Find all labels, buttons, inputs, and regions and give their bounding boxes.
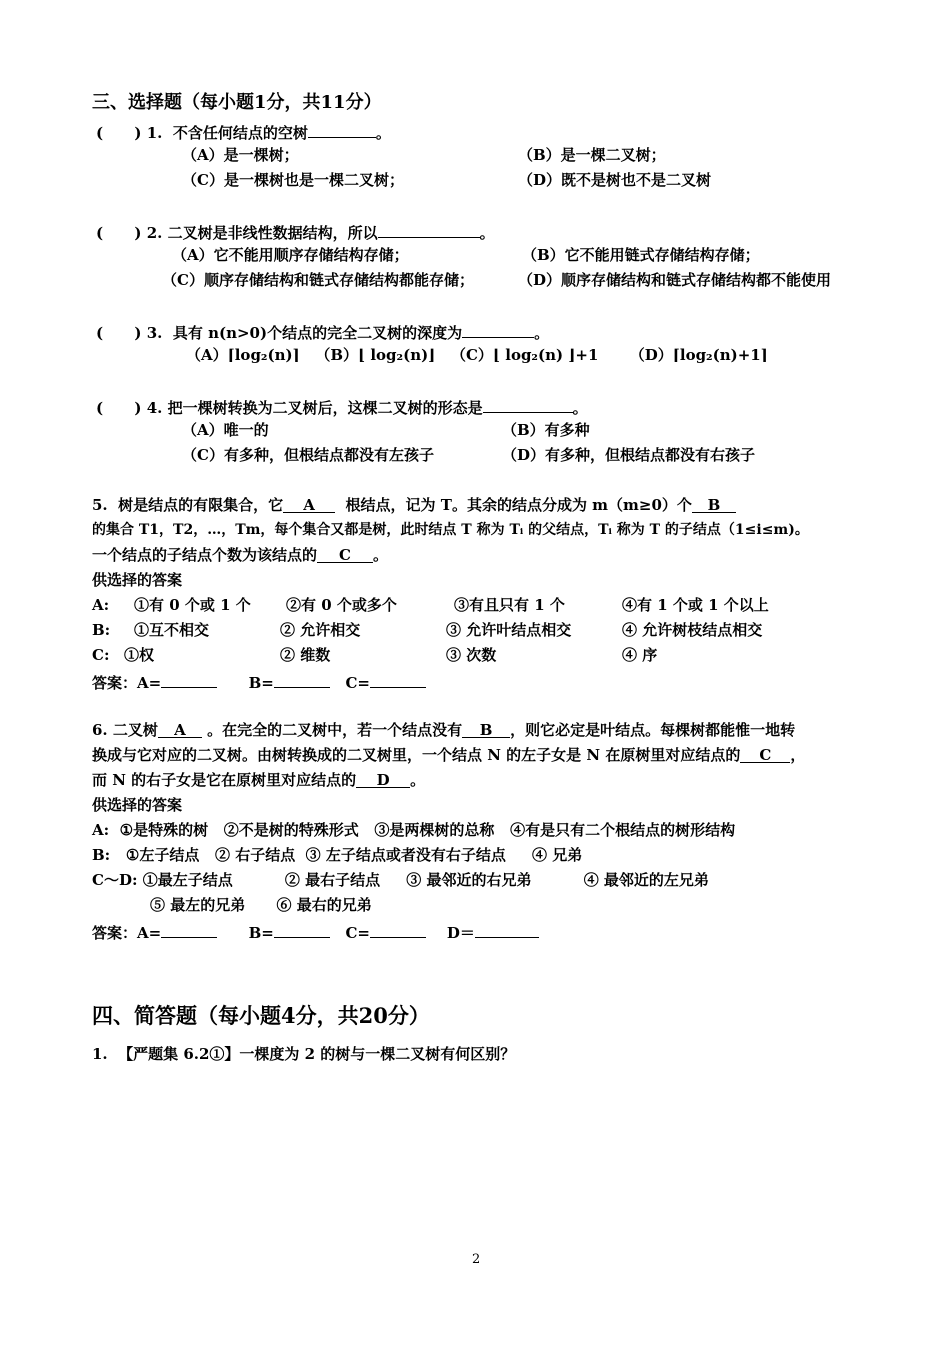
- option-b: （B）它不能用链式存储结构存储；: [522, 246, 760, 264]
- question-5-line-3: 一个结点的子结点个数为该结点的 C 。: [92, 546, 389, 564]
- choices-label: 供选择的答案: [92, 571, 183, 589]
- blank-c: C: [740, 745, 790, 763]
- short-answer-question-1: 1. 【严题集 6.2①】一棵度为 2 的树与一棵二叉树有何区别？: [92, 1045, 516, 1063]
- choice-c-4: ④ 序: [622, 646, 658, 664]
- question-4-stem: ( ) 4. 把一棵树转换为二叉树后，这棵二叉树的形态是 。: [96, 395, 588, 418]
- section-title: 三、选择题（每小题1分，共11分）: [92, 92, 382, 113]
- answer-blank-a: [161, 670, 217, 688]
- question-2-stem: ( ) 2. 二叉树是非线性数据结构，所以 。: [96, 220, 495, 243]
- option-b: （B）有多种: [502, 421, 590, 439]
- question-5-line-2: 的集合 T1，T2，…，Tm，每个集合又都是树，此时结点 T 称为 Tᵢ 的父结点，Tᵢ 称为 T 的子结点（1≤i≤m)。: [92, 522, 809, 538]
- option-a: （A）是一棵树；: [182, 146, 299, 164]
- choice-a-1: ①有 0 个或 1 个: [134, 596, 251, 614]
- question-1-stem: ( ) 1. 不含任何结点的空树 。: [96, 120, 391, 143]
- blank-d: D: [356, 770, 410, 788]
- answer-blank-d: [475, 920, 539, 938]
- option-d: （D）顺序存储结构和链式存储结构都不能使用: [518, 271, 832, 289]
- answer-blank-c: [370, 920, 426, 938]
- answer-row: 答案：A= B= C=: [92, 670, 426, 693]
- choice-b-2: ② 允许相交: [280, 621, 361, 639]
- choice-a-row: A: ①是特殊的树 ②不是树的特殊形式 ③是两棵树的总称 ④有是只有二个根结点的树形结构: [92, 821, 736, 839]
- question-6-line-1: 6. 二叉树 A 。在完全的二叉树中，若一个结点没有 B ，则它必定是叶结点。每棵树都能惟一地转: [92, 721, 796, 739]
- choice-a-4: ④有 1 个或 1 个以上: [622, 596, 769, 614]
- page-number: 2: [472, 1252, 481, 1267]
- answer-blank: [462, 320, 534, 338]
- answer-blank-b: [274, 920, 330, 938]
- answer-blank-c: [370, 670, 426, 688]
- option-c: （C）顺序存储结构和链式存储结构都能存储；: [162, 271, 474, 289]
- question-6-line-2: 换成与它对应的二叉树。由树转换成的二叉树里，一个结点 N 的左子女是 N 在原树里对应结点的 C ，: [92, 746, 806, 764]
- choice-c-3: ③ 次数: [446, 646, 497, 664]
- option-b: （B）是一棵二叉树；: [518, 146, 666, 164]
- choice-a-label: A:: [92, 596, 110, 614]
- blank-b: B: [462, 720, 510, 738]
- blank-a: A: [283, 495, 335, 513]
- section-title: 四、简答题（每小题4分，共20分）: [92, 1003, 430, 1028]
- blank-a: A: [158, 720, 202, 738]
- question-3-stem: ( ) 3. 具有 n(n>0)个结点的完全二叉树的深度为 。: [96, 320, 549, 343]
- choice-b-row: B: ①左子结点 ② 右子结点 ③ 左子结点或者没有右子结点 ④ 兄弟: [92, 846, 583, 864]
- choice-c-label: C:: [92, 646, 110, 664]
- answer-blank-a: [161, 920, 217, 938]
- choice-cd-row-2: ⑤ 最左的兄弟 ⑥ 最右的兄弟: [150, 896, 372, 914]
- option-d: （D）既不是树也不是二叉树: [518, 171, 712, 189]
- answer-blank: [308, 120, 376, 138]
- choice-cd-row-1: C～D: ①最左子结点 ② 最右子结点 ③ 最邻近的右兄弟 ④ 最邻近的左兄弟: [92, 871, 709, 889]
- option-a: （A）唯一的: [182, 421, 269, 439]
- choice-a-3: ③有且只有 1 个: [454, 596, 565, 614]
- choice-b-3: ③ 允许叶结点相交: [446, 621, 572, 639]
- choice-c-1: ①权: [124, 646, 155, 664]
- option-a: （A）它不能用顺序存储结构存储；: [172, 246, 409, 264]
- blank-b: B: [692, 495, 736, 513]
- option-c: （C）有多种，但根结点都没有左孩子: [182, 446, 434, 464]
- options-row: （A）⌈log₂(n)⌉ （B）⌊ log₂(n)⌋ （C）⌊ log₂(n) ⌋+1 （D）⌈log₂(n)+1⌉: [186, 346, 768, 364]
- choices-label: 供选择的答案: [92, 796, 183, 814]
- choice-b-label: B:: [92, 621, 111, 639]
- option-c: （C）是一棵树也是一棵二叉树；: [182, 171, 404, 189]
- choice-c-2: ② 维数: [280, 646, 331, 664]
- choice-b-1: ①互不相交: [134, 621, 210, 639]
- choice-a-2: ②有 0 个或多个: [286, 596, 397, 614]
- option-d: （D）有多种，但根结点都没有右孩子: [502, 446, 756, 464]
- choice-b-4: ④ 允许树枝结点相交: [622, 621, 763, 639]
- answer-blank-b: [274, 670, 330, 688]
- answer-blank: [483, 395, 573, 413]
- answer-row: 答案：A= B= C= D＝: [92, 920, 539, 943]
- answer-blank: [378, 220, 480, 238]
- question-5-line-1: 5. 树是结点的有限集合，它 A 根结点，记为 T。其余的结点分成为 m（m≥0）个 B: [92, 495, 736, 515]
- question-6-line-3: 而 N 的右子女是它在原树里对应结点的 D 。: [92, 771, 426, 789]
- blank-c: C: [317, 545, 373, 563]
